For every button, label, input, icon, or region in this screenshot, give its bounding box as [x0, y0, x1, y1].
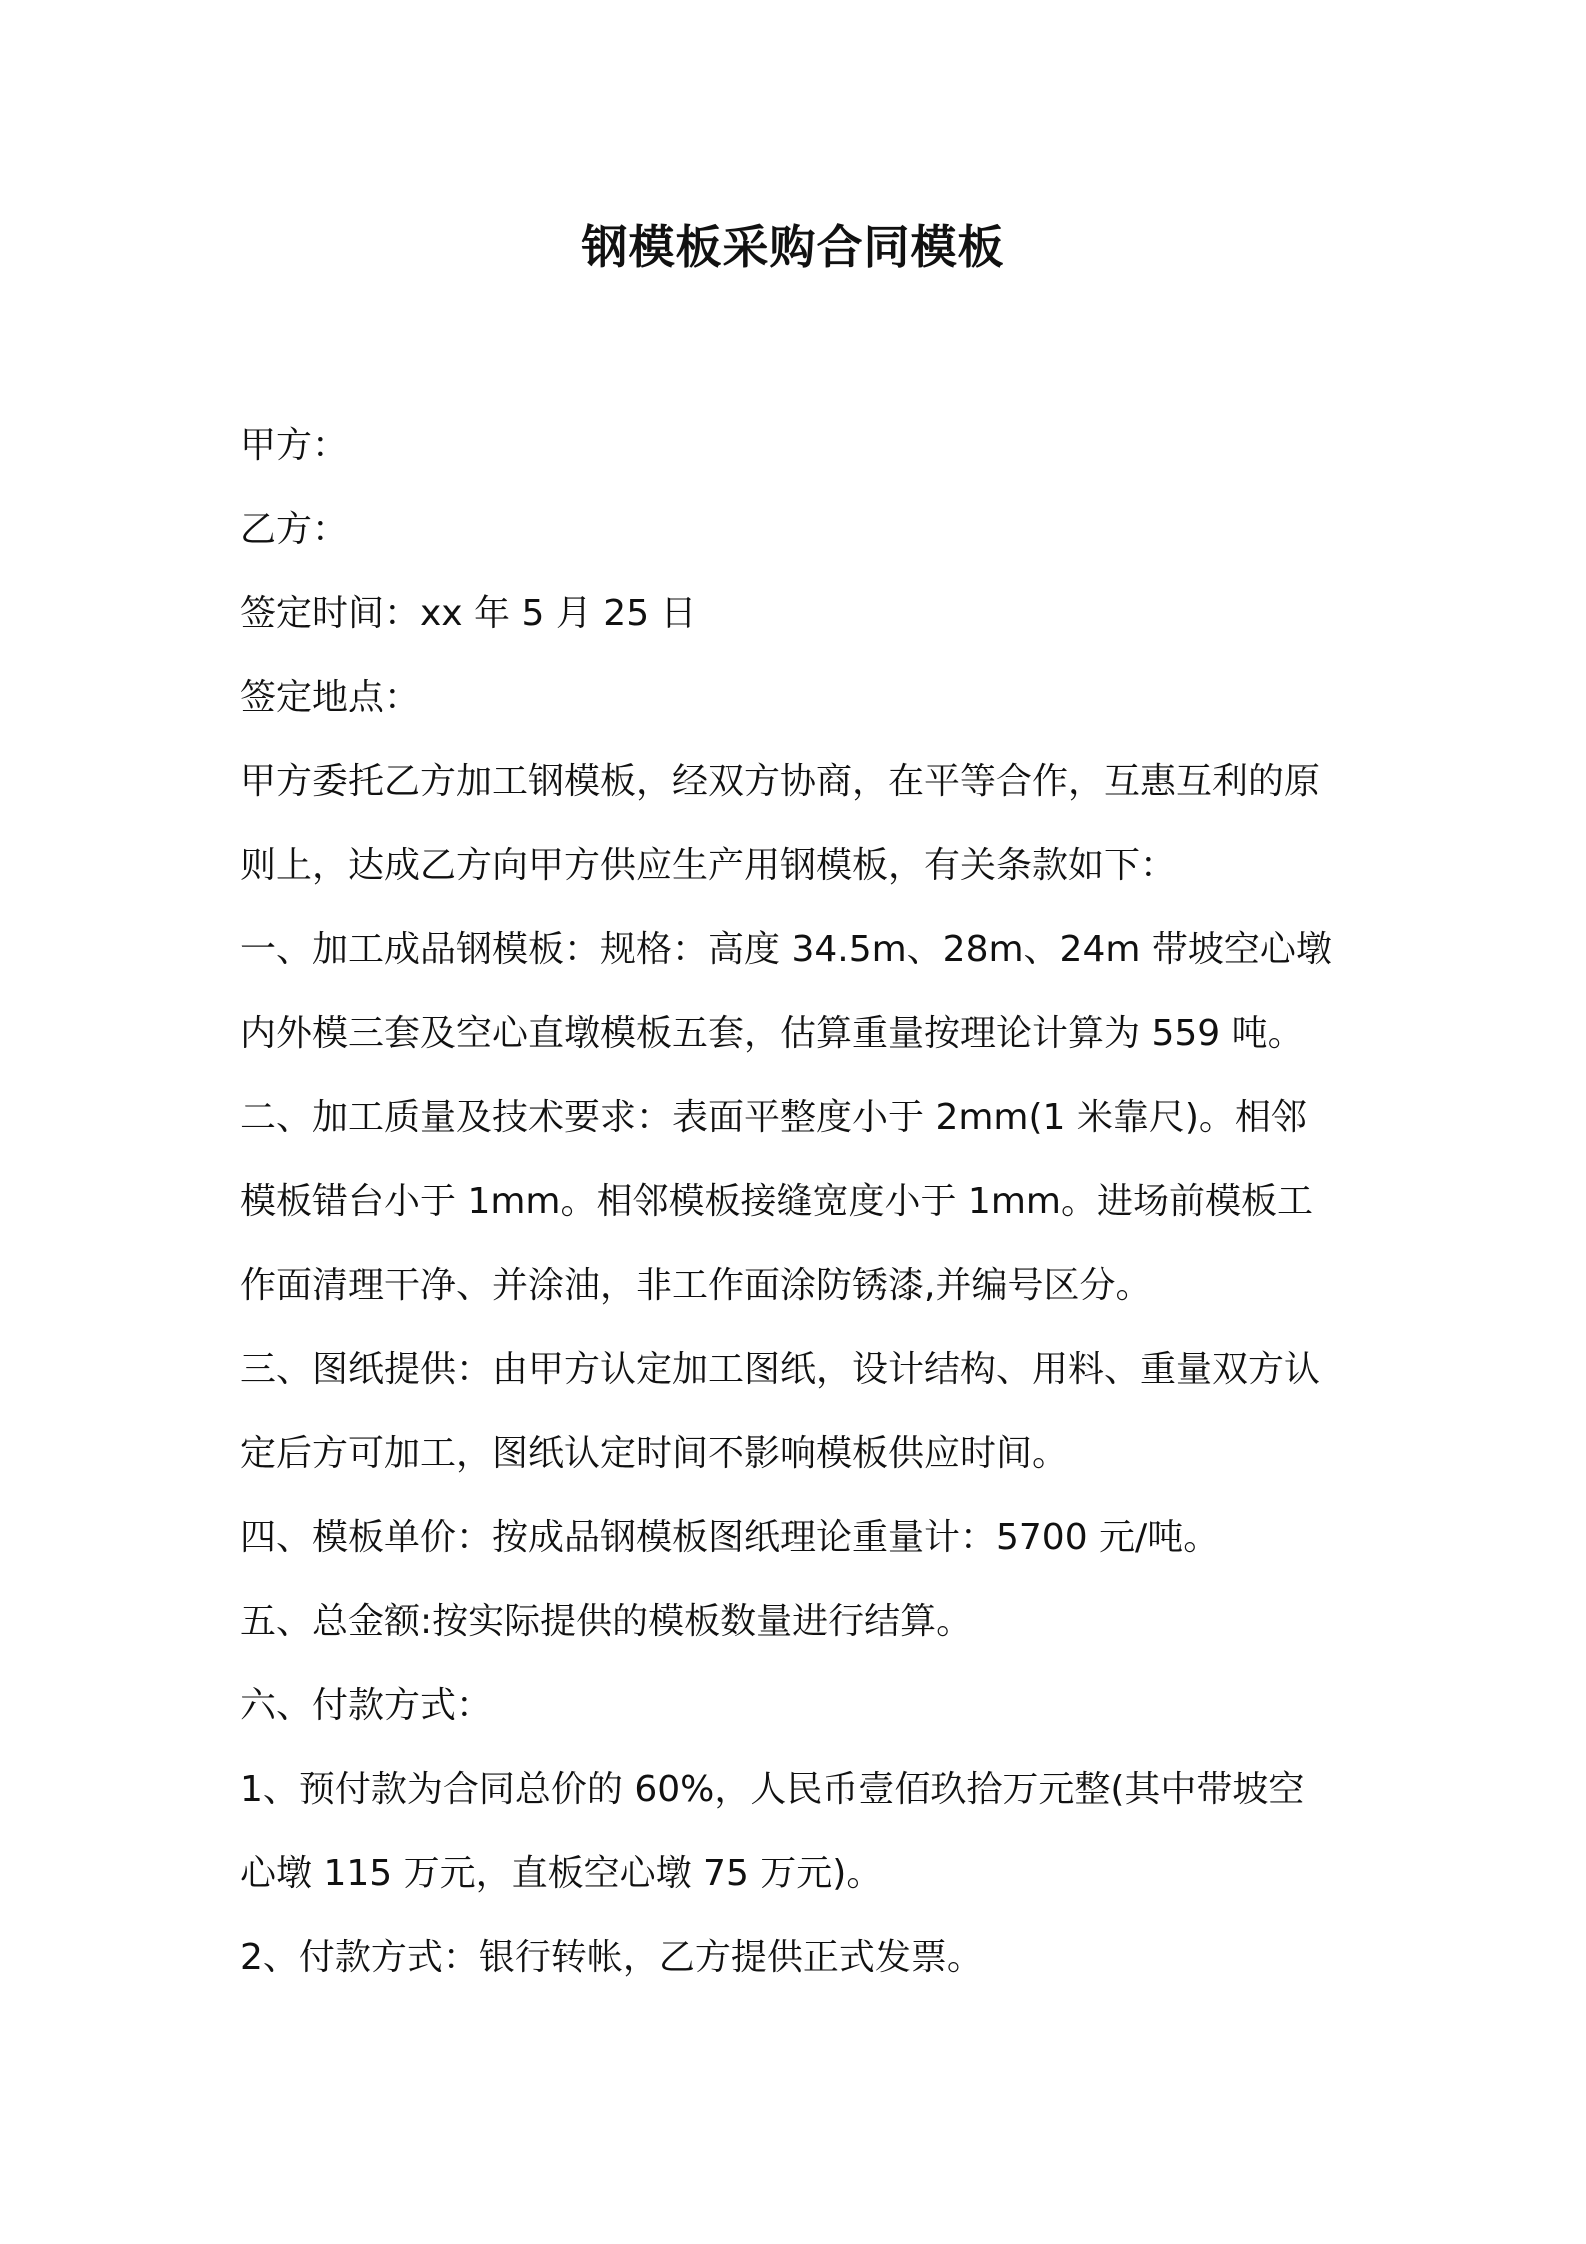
clause-3-line-1: 三、图纸提供：由甲方认定加工图纸，设计结构、用料、重量双方认 — [240, 1349, 1321, 1390]
clause-1-line-1: 一、加工成品钢模板：规格：高度 34.5m、28m、24m 带坡空心墩 — [240, 929, 1332, 970]
intro-paragraph-line-1: 甲方委托乙方加工钢模板，经双方协商，在平等合作，互惠互利的原 — [240, 761, 1321, 802]
signing-date-line: 签定时间：xx 年 5 月 25 日 — [240, 593, 697, 634]
clause-3-line-2: 定后方可加工，图纸认定时间不影响模板供应时间。 — [240, 1433, 1069, 1474]
clause-6-heading: 六、付款方式： — [240, 1685, 493, 1726]
clause-2-line-3: 作面清理干净、并涂油，非工作面涂防锈漆,并编号区分。 — [240, 1265, 1152, 1306]
party-b-line: 乙方： — [240, 509, 349, 550]
clause-2-line-2: 模板错台小于 1mm。相邻模板接缝宽度小于 1mm。进场前模板工 — [240, 1181, 1313, 1222]
document-title: 钢模板采购合同模板 — [581, 220, 1005, 274]
clause-1-line-2: 内外模三套及空心直墩模板五套，估算重量按理论计算为 559 吨。 — [240, 1013, 1304, 1054]
clause-4-line: 四、模板单价：按成品钢模板图纸理论重量计：5700 元/吨。 — [240, 1517, 1220, 1558]
clause-5-line: 五、总金额:按实际提供的模板数量进行结算。 — [240, 1601, 973, 1642]
document-body — [240, 404, 1360, 2000]
payment-item-1-line-2: 心墩 115 万元，直板空心墩 75 万元)。 — [240, 1853, 883, 1894]
payment-item-1-line-1: 1、预付款为合同总价的 60%，人民币壹佰玖拾万元整(其中带坡空 — [240, 1769, 1305, 1810]
party-a-line: 甲方： — [240, 425, 349, 466]
payment-item-2-line: 2、付款方式：银行转帐，乙方提供正式发票。 — [240, 1937, 983, 1978]
signing-place-line: 签定地点： — [240, 677, 421, 718]
intro-paragraph-line-2: 则上，达成乙方向甲方供应生产用钢模板，有关条款如下： — [240, 845, 1177, 886]
clause-2-line-1: 二、加工质量及技术要求：表面平整度小于 2mm(1 米靠尺)。相邻 — [240, 1097, 1307, 1138]
